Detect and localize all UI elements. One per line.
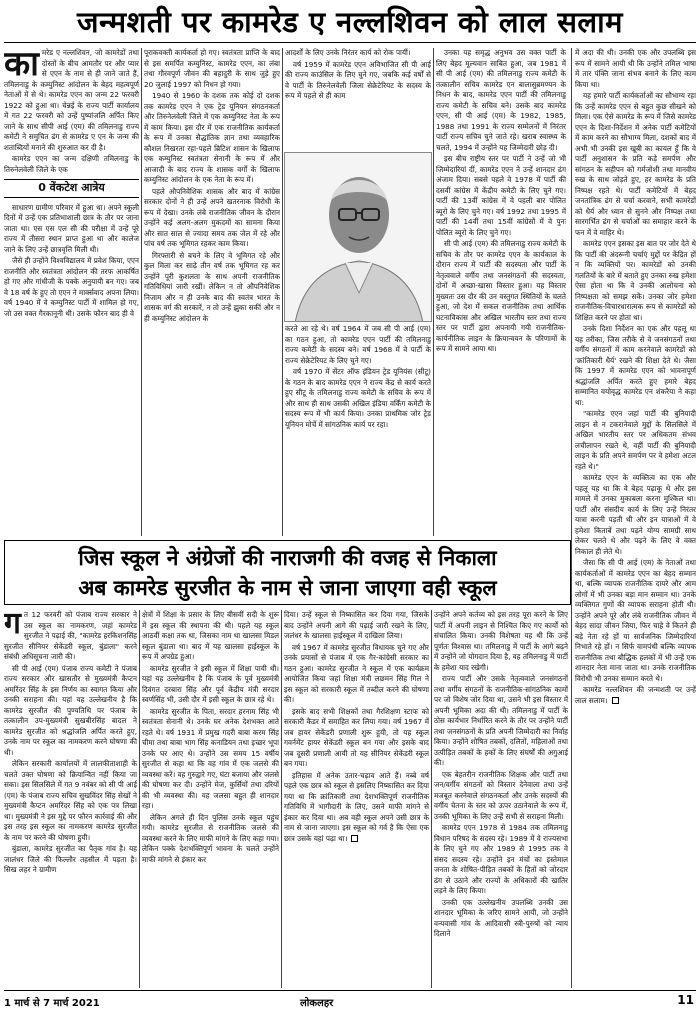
article-paragraph: गत 12 फरवरी को पंजाब राज्य सरकार ने उस स्कूल का नामकरण, जहां कामरेड सुरजीत ने पढ़ाई की, "कामरेड हरकिशनसिंह सुरजीत सीनियर सेकेंडरी स्कूल, बुंडाला" करने संबंधी अधिसूचना जारी की।	[4, 610, 137, 661]
bottom-column-1	[4, 610, 137, 988]
article-paragraph: वर्ष 1959 में कामरेड एएन अविभाजित सी पी आई की राज्य काउंसिल के लिए चुने गए, जबकि कई वर्षों से वे पार्टी के तिरुनेलवेली जिला सेक्रेटेरियट के सदस्य के रूप में पहले से ही काम	[285, 59, 431, 100]
column-divider	[571, 48, 572, 988]
article-paragraph: "कामरेड एएन जहां पार्टी की बुनियादी लाइन से न टकरानेवाले मुद्दों के सिलसिले में अखिल भारतीय स्तर पर अधिकतम संभव लचीलापन रखते थे, वहीं पार्टी की बुनियादी लाइन के प्रति अपने समर्पण पर वे हमेशा अटल रहते थे।"	[575, 409, 696, 471]
article-column-1	[4, 48, 139, 536]
article-paragraph: सी पी आई (एम) पंजाब राज्य कमेटी ने पंजाब राज्य सरकार और खासतौर से मुख्यमंत्री कैप्टन अमरिंदर सिंह के इस निर्णय का स्वागत किया और उनकी सराहना की। यहां यह उल्लेखनीय है कि कामरेड सुरजीत की पुण्यतिथि पर पंजाब के तत्कालीन उप-मुख्यमंत्री सुखबीरसिंह बादल ने कामरेड सुरजीत को श्रद्धांजलि अर्पित करते हुए, उनके नाम पर स्कूल का नामकरण करने घोषणा की थी।	[4, 663, 137, 757]
article-paragraph: एक बेहतरीन राजनीतिक शिक्षक और पार्टी तथा जन/वर्गीय संगठनों को विस्तार देनेवाला तथा उन्हें मजबूत करनेवाले संगठनकर्ता और उनके सदस्यों की वर्गीय चेतना के स्तर को ऊपर उठानेवाले के रूप में, उनकी भूमिका के लिए उन्हें सभी से सराहना मिली।	[434, 769, 568, 821]
column-divider	[433, 48, 434, 536]
column-divider	[281, 610, 282, 988]
main-headline: जन्मशती पर कामरेड ए नल्लशिवन को लाल सलाम	[77, 5, 623, 39]
article-paragraph: कामरेड सुरजीत के पिता, सरदार हरनाम सिंह भी स्वतंत्रता सेनानी थे। उनके घर अनेक देशभक्त आते रहते थे। वर्ष 1931 में प्रमुख गदरी बाबा करम सिंह चीमा तथा बाबा भाग सिंह कनाडियन तथा इच्छर भूपा उनके घर आए थे। उन्होंने उस समय 15 वर्षीय सुरजीत से कहा था कि वह गांव में एक जलसे की व्यवस्था करें। वह गुरुद्वारे गए, घंटा बजाया और जलसे की घोषणा कर दी। उन्होंने मेज, कुर्सियों तथा दरियों की भी व्यवस्था की। यह जलसा बहुत ही शानदार रहा।	[142, 706, 279, 810]
secondary-headline-line-1: जिस स्कूल ने अंग्रेजों की नाराजगी की वजह से निकाला	[78, 546, 497, 570]
column-divider	[141, 48, 142, 536]
column-divider	[139, 610, 140, 988]
portrait-photo	[284, 152, 432, 322]
column-divider	[282, 48, 283, 536]
publication-name: लोकलहर	[300, 998, 334, 1009]
article-paragraph: क्षेत्रों में शिक्षा के प्रसार के लिए बीसवीं सदी के शुरू में इस स्कूल की स्थापना की थी। पहले यह स्कूल आठवीं कक्षा तक था, जिसका नाम था खालसा मिडल स्कूल बुंडाला था। बाद में यह खालसा हाईस्कूल के रूप में अपग्रेड हुआ।	[142, 610, 279, 661]
article-paragraph: जैसे ही उन्होंने विश्वविद्यालय में प्रवेश किया, एएन राजनीति और स्वतंत्रता आंदोलन की तरफ आकर्षित हो गए और गांधीजी के पक्के अनुयायी बन गए। जब वे 18 वर्ष के हुए तो एएन ने मार्क्सवाद अपना लिया। वर्ष 1940 में वे कम्युनिस्ट पार्टी में शामिल हो गए, जो उस वक्त गैरकानूनी थी। उसके फौरन बाद ही वे	[4, 256, 139, 318]
secondary-headline-box	[4, 540, 571, 605]
article-paragraph: गिरफ्तारी से बचने के लिए वे भूमिगत रहे और कुल मिला कर साढ़े तीन वर्ष तक भूमिगत रह कर उन्होंने पूरी कुशलता के साथ अपनी राजनीतिक गतिविधियां जारी रखीं। लेकिन न तो औपनिवेशिक निजाम और न ही उनके बाद की स्वतंत्र भारत के शासक वर्ग की सरकारें, न तो उन्हें झुका सकीं और न ही कम्युनिस्ट आंदोलन के	[144, 250, 280, 323]
author-byline: 0 वेंकटेश आत्रेय	[4, 179, 139, 198]
article-paragraph: में अदा की थी। उनकी एक और उपलब्धि इस रूप में सामने आयी थी कि उन्होंने तमिल भाषा में तार पंक्ति जाना संभव बनाने के लिए काम किया था।	[575, 48, 696, 89]
article-column-2	[144, 48, 280, 536]
article-paragraph: साधारण ग्रामीण परिवार में हुआ था। अपने स्कूली दिनों में उन्हें एक प्रतिभाशाली छात्र के तौर पर जाना जाता था। एस एस एल सी की परीक्षा में उन्हें पूरे राज्य में तीसरा स्थान प्राप्त हुआ था और कालेज जाने के लिए उन्हें छात्रवृत्ति मिली थी।	[4, 202, 139, 254]
article-paragraph: कामरेड सुरजीत ने इसी स्कूल में शिक्षा पायी थी। यहां यह उल्लेखनीय है कि पंजाब के पूर्व मुख्यमंत्री दिवंगत दरबारा सिंह और पूर्व केंद्रीय मंत्री सरदार स्वर्णसिंह भी, उसी दौर में इसी स्कूल के छात्र रहे थे।	[142, 663, 279, 704]
article-paragraph: बुंडाला, कामरेड सुरजीत का पैतृक गांव है। यह जालंधर जिले की फिल्लौर तहसील में पड़ता है। सिख लहर ने ग्रामीण	[4, 844, 137, 874]
article-paragraph: उनके दिशा निर्देशन का एक और पहलू था यह तरीका, जिस तरीके से वे जनसंगठनों तथा वर्गीय संगठनों में काम करनेवाले कामरेडों को 'क्रांतिकारी धैर्य' रखने की शिक्षा देते थे। जैसा कि 1997 में कामरेड एएन को भावनापूर्ण श्रद्धांजलि अर्पित करते हुए हमारे बेहद सम्मानित वयोवृद्ध कामरेड एन शंकरैया ने कहा था:	[575, 324, 696, 407]
article-paragraph: लेकिन सरकारी कार्यालयों में लालफीताशाही के चलते उक्त घोषणा को क्रियान्वित नहीं किया जा सका। इस सिलसिले में गत 9 नवंबर को सी पी आई (एम) के पंजाब राज्य सचिव सुखविंदर सिंह सेखों ने मुख्यमंत्री कैप्टन अमरिंदर सिंह को एक पत्र लिखा था। मुख्यमंत्री ने इस मुद्दे पर फौरन कार्रवाई की और इस तरह इस स्कूल का नामकरण कामरेड सुरजीत के नाम पर करने की घोषणा हुयी।	[4, 759, 137, 842]
article-column-5	[575, 48, 696, 988]
article-paragraph: इसके बाद सभी शिक्षकों तथा गैरशिक्षण स्टाफ को सरकारी कैडर में समाहित कर लिया गया। वर्ष 1967 में जब हायर सेकेंडरी प्रणाली शुरू हुयी, तो यह स्कूल गवर्नमेंट हायर सेकेंडरी स्कूल बन गया और इसके बाद जब दूसरी प्रणाली आयी तो यह सीनियर सेकेंडरी स्कूल बन गया।	[284, 706, 429, 768]
bottom-column-4	[434, 610, 568, 988]
article-paragraph: कामरेड एएन इसका इस बात पर जोर देते थे कि पार्टी की अंदरूनी चर्चाएं मुद्दों पर केंद्रित हों न कि व्यक्तियों पर। कामरेडों को उनकी गलतियों के बारे में बताते हुए उनका रुख हमेशा ऐसा होता था कि वे उनकी आलोचना को निष्पक्षता को समझ सकें। उनका जोर हमेशा राजनीतिक-विचारधारात्मक रूप से कामरेडों को शिक्षित करने पर होता था।	[575, 239, 696, 322]
article-paragraph: लेकिन अगले ही दिन पुलिस उनके स्कूल पहुंच गयी। कामरेड सुरजीत से राजनीतिक जलसे की व्यवस्था करने के लिए माफी मांगने के लिए कहा गया। लेकिन पक्के देशभक्तिपूर्ण भावना के चलते उन्होंने माफी मांगने से इंकार कर	[142, 812, 279, 864]
end-mark	[612, 697, 619, 704]
issue-date: 1 मार्च से 7 मार्च 2021	[4, 998, 100, 1009]
article-column-3-top	[285, 48, 431, 148]
article-paragraph: उनकी एक उल्लेखनीय उपलब्धि उनकी उस शानदार भूमिका के जरिए सामने आयी, जो उन्होंने वन्यवासी गांव के आदिवासी स्त्री-पुरुषों को न्याय दिलाने	[434, 897, 568, 938]
article-paragraph: करते आ रहे थे। वर्ष 1964 में जब सी पी आई (एम) का गठन हुआ, तो कामरेड एएन पार्टी की तमिलनाडु राज्य कमेटी के सदस्य बने। वर्ष 1968 में वे पार्टी के राज्य सेक्रेटेरियट के लिए चुने गए।	[285, 324, 431, 365]
article-paragraph: इतिहास में अनेक उतार-चढ़ाव आते हैं। नब्बे वर्ष पहले एक छात्र को स्कूल से इसलिए निष्कासित कर दिया गया था कि क्रांतिकारी तथा देशभक्तिपूर्ण राजनीतिक गतिविधि में भागीदारी के लिए, उसने माफी मांगने से इंकार कर दिया था। अब वही स्कूल अपने उसी छात्र के नाम से जाना जाएगा। इस स्कूल को गर्व है कि ऐसा एक छात्र उसके यहां पढ़ा था।	[284, 770, 429, 843]
end-mark	[351, 835, 358, 842]
bottom-column-2	[142, 610, 279, 988]
article-paragraph: पहले औपनिवेशिक शासक और बाद में कांग्रेस सरकार दोनों ने ही उन्हें अपने खतरनाक विरोधी के रूप में देखा। उनके लंबे राजनीतिक जीवन के दौरान उन्होंने कई अलग-अलग मुकदमों का सामना किया और सात साल से ज्यादा समय तक जेल में रहे और पांच वर्ष तक भूमिगत रहकर काम किया।	[144, 186, 280, 248]
article-paragraph: जैसा कि सी पी आई (एम) के नेताओं तथा कार्यकर्ताओं में कामरेड एएन का बेहद सम्मान था, बल्कि व्यापक राजनीतिक दायरे और आम लोगों में भी उनका बड़ा मान सम्मान था। उनके व्यक्तिगत गुणों की व्यापक सराहना होती थी। उन्होंने अपने पूरे और लंबे राजनीतिक जीवन में बेहद सादा जीवन जिया, फिर चाहे वे कितने ही बड़े नेता रहे हों या सार्वजनिक जिम्मेदारियां निभाते रहे हों। न सिर्फ वामपंथी बल्कि व्यापक राजनीतिक तथा बौद्धिक हलकों में भी उन्हें एक शानदार नेता माना जाता था। उनके राजनीतिक विरोधी भी उनका सम्मान करते थे।	[575, 558, 696, 683]
footer-rule	[4, 990, 696, 991]
column-divider	[431, 610, 432, 988]
bottom-column-3	[284, 610, 429, 988]
article-column-3-bottom	[285, 324, 431, 536]
drop-cap: ग	[4, 610, 21, 641]
page-number: 11	[677, 993, 694, 1007]
article-paragraph: उनका यह समृद्ध अनुभव उस वक्त पार्टी के लिए बेहद मूल्यवान साबित हुआ, जब 1981 में सी पी आई (एम) की तमिलनाडु राज्य कमेटी के तत्कालीन सचिव कामरेड एन बालासुब्रमण्यन के निधन के बाद, कामरेड एएन पार्टी की तमिलनाडु राज्य कमेटी के सचिव बने। उसके बाद कामरेड एएन, सी पी आई (एम) के 1982, 1985, 1988 तथा 1991 के राज्य सम्मेलनों में निरंतर पार्टी राज्य सचिव चुने जाते रहे। खराब स्वास्थ्य के चलते, 1994 में उन्होंने यह जिम्मेदारी छोड़ दी।	[436, 48, 566, 152]
article-paragraph: कामरेड एएन 1978 से 1984 तक तमिलनाडु विधान परिषद के सदस्य रहे। 1989 में वे राज्यसभा के लिए चुने गए और 1989 से 1995 तक वे संसद सदस्य रहे। उन्होंने इन मंचों का इस्तेमाल जनता के शोषित-पीड़ित तबकों के हितों को जोरदार ढंग से उठाने और राज्यों के अधिकारों की खातिर लड़ने के लिए किया।	[434, 823, 568, 895]
headline-rule	[4, 42, 696, 43]
page-footer	[0, 992, 700, 1010]
article-paragraph: कामरेड एएन का जन्म दक्षिणी तमिलनाडु के तिरुनेलवेली जिले के एक	[4, 154, 139, 174]
article-paragraph: पूराकवक्ती कार्यकर्ता हो गए। स्वतंत्रता प्राप्ति के बाद से इस समर्पित कम्युनिस्ट, कामरेड एएन, का लंबा तथा गौरवपूर्ण जीवन की बहादुरी के साथ जुड़े हुए 20 जुलाई 1997 को निधन हो गया।	[144, 48, 280, 89]
article-paragraph: इस बीच राष्ट्रीय स्तर पर पार्टी ने उन्हें जो भी जिम्मेदारियां दीं, कामरेड एएन ने उन्हें शानदार ढंग अंजाम दिया। सबसे पहले वे 1978 में पार्टी की दसवीं कांग्रेस में केंद्रीय कमेटी के लिए चुने गए। पार्टी की 13वीं कांग्रेस में वे पहली बार पोलित ब्यूरो के लिए चुने गए। वर्ष 1992 तथा 1995 में पार्टी की 14वीं तथा 15वीं कांग्रेसों में वे पुनः पोलित ब्यूरो के लिए चुने गए।	[436, 154, 566, 237]
article-paragraph: कामरेड नल्लशिवन की जन्मशती पर उन्हें लाल सलाम।	[575, 685, 696, 705]
article-paragraph: कामरेड ए नल्लशिवन, जो कामरेडों तथा दोस्तों के बीच आमतौर पर और प्यार से एएन के नाम से ही जाने जाते हैं, तमिलनाडु के कम्युनिस्ट आंदोलन के बेहद महत्वपूर्ण नेताओं में से थे। कामरेड एएन का जन्म 22 फरवरी 1922 को हुआ था। चेन्नई के राज्य पार्टी कार्यालय में गत 22 फरवरी को उन्हें पुष्पांजलि अर्पित किए जाने के साथ सीपी आई (एम) की तमिलनाडु राज्य कमेटी ने समुचित ढंग से कामरेड ए एन के जन्म की शताब्दियों मनाने की शुरुआत कर दी है।	[4, 48, 139, 152]
article-paragraph: राज्य पार्टी और उसके नेतृत्ववाले जनसंगठनों तथा वर्गीय संगठनों के राजनीतिक-सांगठनिक कामों पर जो विशेष जोर दिया था, उसने भी इस विस्तार में अपनी भूमिका अदा की थी। तमिलनाडु में पार्टी के ठोस कार्यभार निर्धारित करने के तौर पर उन्होंने पार्टी तथा जनसंगठनों के प्रति अपनी जिम्मेदारी का निर्वाह किया। उन्होंने शोषित तबकों, दलितों, महिलाओं तथा उत्पीड़ित तबकों के हकों के लिए संघर्षों की अगुआई की।	[434, 674, 568, 767]
drop-cap: का	[4, 48, 39, 84]
portrait-image	[285, 153, 432, 322]
article-paragraph: आदर्शों के लिए उनके निरंतर कार्य को रोक पायीं।	[285, 48, 411, 57]
secondary-headline-line-2: अब कामरेड सुरजीत के नाम से जाना जाएगा वही स्कूल	[78, 576, 497, 600]
article-paragraph: उन्होंने अपने कर्तव्य को इस तरह पूरा करने के लिए पार्टी में अपनी लाइन से निश्चित किए गए कार्यों को संचालित किया। उनकी विशेषता यह थी कि उन्हें पूर्णतः विश्वास था। तमिलनाडु में पार्टी के आगे बढ़ने में उन्होंने जो योगदान दिया है, वह तमिलनाडु में पार्टी के हमेशा याद रखेगी।	[434, 610, 568, 672]
article-paragraph: कामरेड एएन के व्यक्तित्व का एक और पहलू यह था कि वे बेहद पढ़ाकू थे और इस मामले में उनका मुकाबला करना मुश्किल था। पार्टी और संसदीय कार्य के लिए उन्हें निरंतर यात्रा करनी पड़ती थी और इन यात्राओं में वे हमेशा किताबें तथा पढ़ने योग्य सामग्री साथ लेकर चलते थे और पढ़ने के लिए वे वक्त निकाल ही लेते थे।	[575, 473, 696, 556]
article-paragraph: वर्ष 1970 में सेंटर ऑफ इंडियन ट्रेड यूनियंस (सीटू) के गठन के बाद कामरेड एएन ने राज्य केंद्र से कार्य करते हुए सीटू के तमिलनाडु राज्य कमेटी के सचिव के रूप में और साथ ही साथ उसकी अखिल इंडिया वर्किंग कमेटी के सदस्य रूप में भी कार्य किया। उनका प्राथमिक जोर ट्रेड यूनियन मोर्चे में सांगठनिक कार्य पर रहा।	[285, 367, 431, 429]
article-paragraph: दिया। उन्हें स्कूल से निष्कासित कर दिया गया, जिसके बाद उन्होंने अपनी आगे की पढ़ाई जारी रखने के लिए, जलंधर के खालसा हाईस्कूल में दाखिला लिया।	[284, 610, 429, 640]
article-paragraph: वर्ष 1967 में कामरेड सुरजीत विधायक चुने गए और उनके प्रयासों से पंजाब में एक गैर-कांग्रेसी सरकार का गठन हुआ। कामरेड सुरजीत ने स्कूल में एक कार्यक्रम आयोजित किया जहां शिक्षा मंत्री लछमन सिंह गिल ने इस स्कूल को सरकारी स्कूल में तब्दील करने की घोषणा की।	[284, 642, 429, 704]
article-paragraph: 1940 से 1960 के दशक तक कोई दो दशक तक कामरेड एएन ने एक ट्रेड यूनियन संगठनकर्ता और तिरुनेलवेली जिले में एक कम्युनिस्ट नेता के रूप में काम किया। इस दौर में एक राजनीतिक कार्यकर्ता के रूप में उनका सैद्धांतिक ज्ञान तथा व्यवहारिक कौशल निखरता रहा-पहले ब्रिटिश शासन के खिलाफ एक कम्युनिस्ट स्वतंत्रता सेनानी के रूप में और आजादी के बाद राज्य के शासक वर्गों के खिलाफ कम्युनिस्ट आंदोलन के एक नेता के रूप में।	[144, 91, 280, 184]
article-paragraph: यह हमारे पार्टी कार्यकर्ताओं का सौभाग्य रहा कि उन्हें कामरेड एएन से बहुत कुछ सीखने को मिला। एक ऐसे कामरेड के रूप में जिसे कामरेड एएन के दिशा-निर्देशन में अनेक पार्टी कमेटियों में काम करने का सौभाग्य मिला, दशकों बाद में अभी भी उनकी इस खूबी का कायल हूँ कि वे पार्टी अनुशासन के प्रति कड़े समर्पण और सांगठन के सहीपन को गर्मजोशी तथा मानवीय रुख के साथ जोड़ते हुए, हर कामरेड के प्रति निष्पक्ष रहते थे। पार्टी कमेटियों में बेहद जनतांत्रिक ढंग से चर्चा करवाने, सभी कामरेडों को धैर्य और ध्यान से सुनने और निष्पक्ष तथा सारगर्भित ढंग से चर्चाओं का समाहार करने के फन में वे माहिर थे।	[575, 91, 696, 237]
article-paragraph: सी पी आई (एम) की तमिलनाडु राज्य कमेटी के सचिव के तौर पर कामरेड एएन के कार्यकाल के दौरान राज्य में पार्टी की सदस्यता और पार्टी के नेतृत्ववाले वर्गीय तथा जनसंगठनों की सदस्यता, दोनों में अच्छा-खासा विस्तार हुआ। यह विस्तार मुख्यतः उस दौर की उन वस्तुगत स्थितियों के चलते हुआ, जो देश में सकल राजनीतिक तथा आर्थिक घटनाविकास और अखिल भारतीय स्तर तथा राज्य स्तर पर पार्टी द्वारा अपनायी गयी राजनीतिक-कार्यनीतिक लाइन के क्रियान्वयन के परिणामों के रूप में सामने आया था।	[436, 239, 566, 353]
article-column-4	[436, 48, 566, 536]
